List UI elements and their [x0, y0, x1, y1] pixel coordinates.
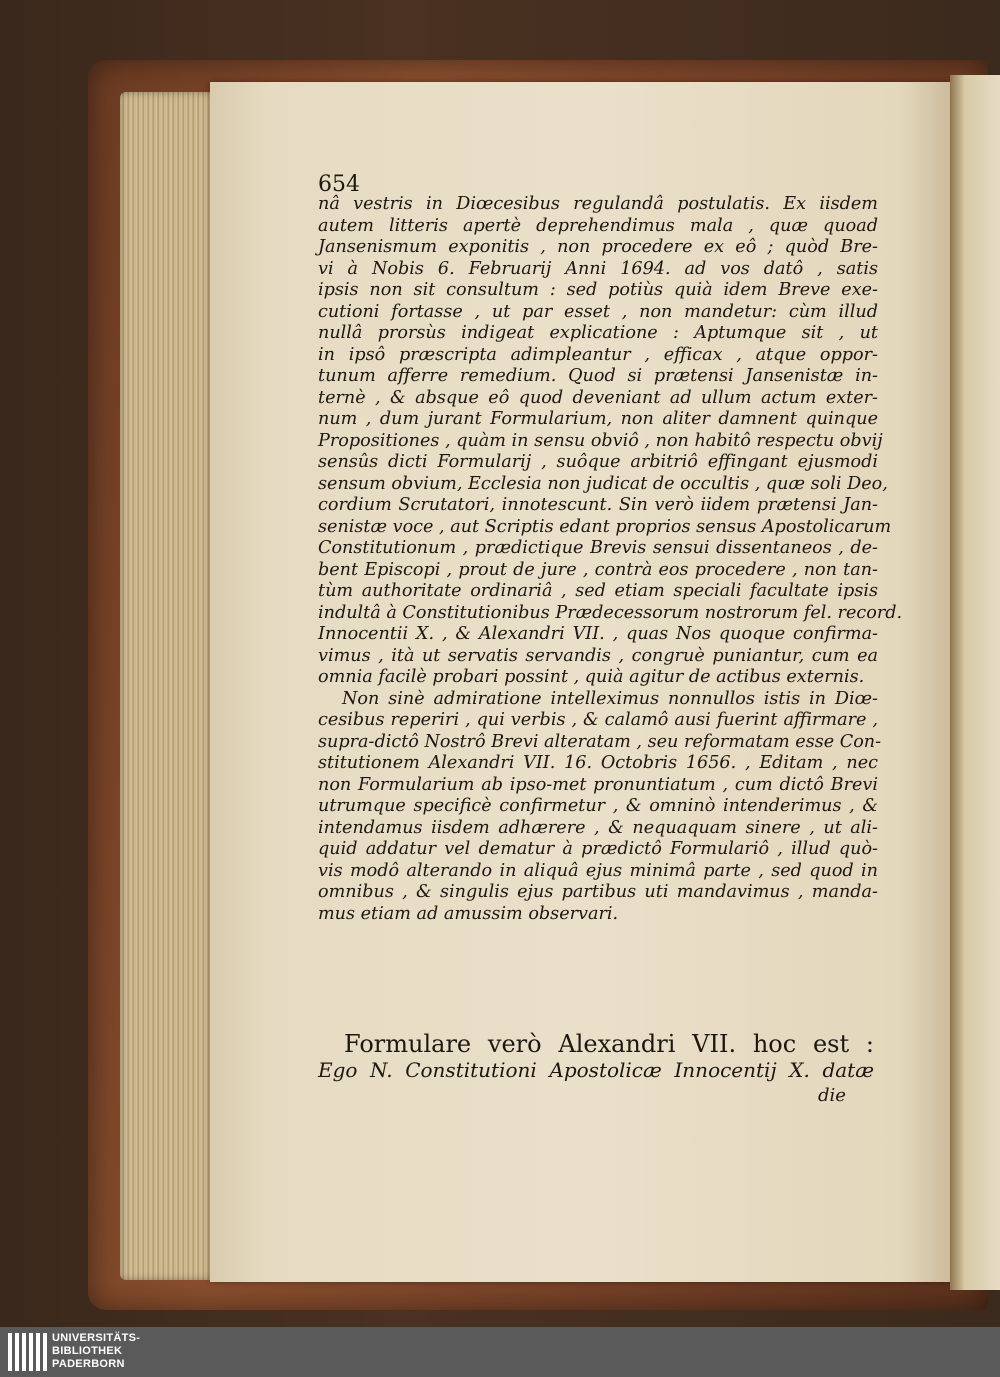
- body-text: [318, 194, 903, 925]
- text-line: nâ vestris in Diœcesibus regulandâ postulatis. Ex iisdem: [318, 194, 878, 214]
- text-line: non Formularium ab ipso-met pronuntiatum , cum dictô Brevi: [318, 774, 878, 795]
- logo-line-2: BIBLIOTHEK: [52, 1345, 123, 1357]
- text-line: tunum afferre remedium. Quod si prætensi Jansenistæ in-: [318, 366, 878, 386]
- formula-heading: Formulare verò Alexandri VII. hoc est :: [344, 1030, 874, 1058]
- text-line: senistæ voce , aut Scriptis edant proprios sensus Apostolicarum: [318, 516, 892, 537]
- logo-line-1: UNIVERSITÄTS-: [52, 1332, 141, 1344]
- facing-page-gutter: [950, 75, 1000, 1290]
- text-line: autem litteris apertè deprehendimus mala , quæ quoad: [318, 215, 878, 236]
- library-logo-icon: [8, 1333, 48, 1371]
- text-line: nullâ prorsùs indigeat explicatione : Aptumque sit , ut: [318, 323, 878, 343]
- text-line: utrumque specificè confirmetur , & omninò intenderimus , &: [318, 796, 878, 816]
- text-line: indultâ à Constitutionibus Prædecessorum nostrorum fel. record.: [318, 602, 903, 623]
- text-line: supra-dictô Nostrô Brevi alteratam , seu reformatam esse Con-: [318, 731, 882, 752]
- text-line: quid addatur vel dematur à prædictô Formulariô , illud quò-: [318, 839, 878, 859]
- text-line: Jansenismum exponitis , non procedere ex eô ; quòd Bre-: [318, 237, 878, 257]
- text-line: cesibus reperiri , qui verbis , & calamô ausi fuerint affirmare ,: [318, 710, 878, 730]
- formula-line: Ego N. Constitutioni Apostolicæ Innocentij X. datæ: [318, 1058, 874, 1082]
- text-line: mus etiam ad amussim observari.: [318, 903, 619, 924]
- text-line: Innocentii X. , & Alexandri VII. , quas Nos quoque confirma-: [318, 624, 878, 644]
- text-line: num , dum jurant Formularium, non aliter damnent quinque: [318, 409, 878, 429]
- text-line: in ipsô præscripta adimpleantur , efficax , atque oppor-: [318, 344, 878, 365]
- page-edges: [120, 92, 220, 1280]
- text-line: Propositiones , quàm in sensu obviô , non habitô respectu obvij: [318, 430, 883, 451]
- text-line: cordium Scrutatori, innotescunt. Sin verò iidem prætensi Jan-: [318, 495, 878, 515]
- text-line: omnibus , & singulis ejus partibus uti mandavimus , manda-: [318, 882, 878, 902]
- library-logo-text: [52, 1332, 140, 1371]
- library-footer: [0, 1327, 1000, 1377]
- text-line: cutioni fortasse , ut par esset , non mandetur: cùm illud: [318, 301, 878, 322]
- text-line: ipsis non sit consultum : sed potiùs quià idem Breve exe-: [318, 280, 878, 300]
- text-line: ternè , & absque eô quod deveniant ad ullum actum exter-: [318, 387, 878, 408]
- text-line: bent Episcopi , prout de jure , contrà eos procedere , non tan-: [318, 559, 878, 580]
- text-line: intendamus iisdem adhærere , & nequaquam sinere , ut ali-: [318, 817, 878, 838]
- text-line: Non sinè admiratione intelleximus nonnullos istis in Diœ-: [342, 688, 878, 709]
- catchword: die: [818, 1085, 846, 1106]
- text-line: Constitutionum , prædictique Brevis sensui dissentaneos , de-: [318, 538, 878, 558]
- text-line: sensum obvium, Ecclesia non judicat de occultis , quæ soli Deo,: [318, 473, 888, 494]
- text-line: vimus , ità ut servatis servandis , congruè puniantur, cum ea: [318, 645, 878, 666]
- paragraph-2: [318, 688, 882, 926]
- text-line: vi à Nobis 6. Februarij Anni 1694. ad vos datô , satis: [318, 258, 878, 279]
- text-line: vis modô alterando in aliquâ ejus minimâ parte , sed quod in: [318, 860, 878, 881]
- paragraph-1: [318, 194, 903, 689]
- text-line: sensûs dicti Formularij , suôque arbitriô effingant ejusmodi: [318, 452, 878, 472]
- logo-line-3: PADERBORN: [52, 1358, 125, 1370]
- text-line: tùm authoritate ordinariâ , sed etiam speciali facultate ipsis: [318, 581, 878, 601]
- text-line: omnia facilè probari possint , quià agitur de actibus externis.: [318, 667, 865, 687]
- text-line: stitutionem Alexandri VII. 16. Octobris 1656. , Editam , nec: [318, 753, 878, 773]
- page-number: 654: [318, 172, 360, 197]
